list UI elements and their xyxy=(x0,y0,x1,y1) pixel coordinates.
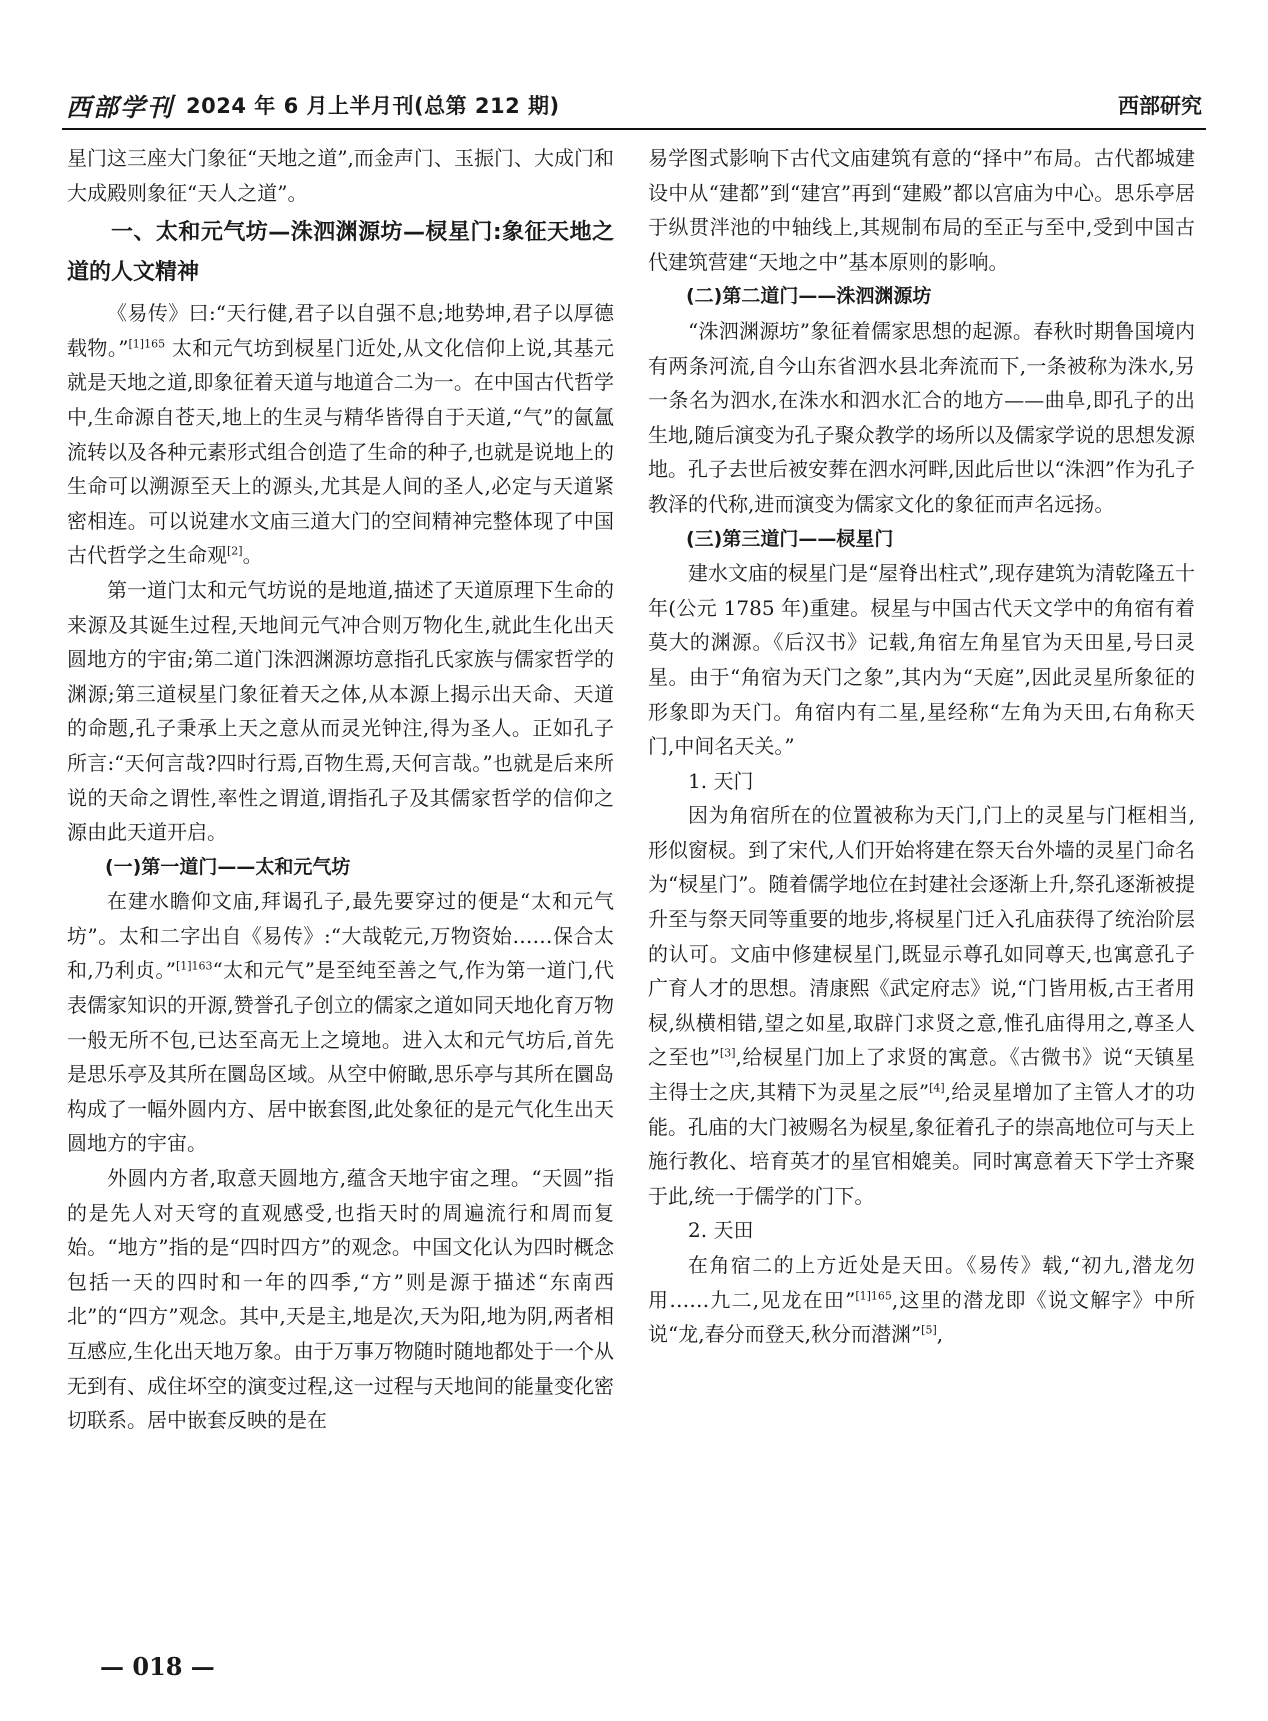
journal-logo: 西部学刊 xyxy=(66,93,175,122)
paragraph: 建水文庙的棂星门是“屋脊出柱式”,现存建筑为清乾隆五十年(公元 1785 年)重建。棂星与中国古代天文学中的角宿有着莫大的渊源。《后汉书》记载,角宿左角星官为天田星,号曰灵星。由于“角宿为天门之象”,其内为“天庭”,因此灵星所象征的形象即为天门。角宿内有二星,星经称“左角为天田,右角称天门,中间名天关。” xyxy=(648,561,1195,759)
right-column xyxy=(648,141,1195,1352)
paragraph: 《易传》曰:“天行健,君子以自强不息;地势坤,君子以厚德载物。”$^{[1]165}$ 太和元气坊到棂星门近处,从文化信仰上说,其基元就是天地之道,即象征着天道与地道合二为一。在中国古代哲学中,生命源自苍天,地上的生灵与精华皆得自于天道,“气”的氤氲流转以及各种元素形式组合创造了生命的种子,也就是说地上的生命可以溯源至天上的源头,尤其是人间的圣人,必定与天道紧密相连。可以说建水文庙三道大门的空间精神完整体现了中国古代哲学之生命观[2]。 xyxy=(67,301,614,568)
citation: [1]163 xyxy=(175,959,213,973)
subsection-heading: (一)第一道门——太和元气坊 xyxy=(105,855,351,878)
subsection-heading: (三)第三道门——棂星门 xyxy=(686,527,894,550)
page-header xyxy=(62,86,1206,126)
paragraph: 易学图式影响下古代文庙建筑有意的“择中”布局。古代都城建设中从“建都”到“建宫”再到“建殿”都以宫庙为中心。思乐亭居于纵贯泮池的中轴线上,其规制布局的至正与至中,受到中国古代建筑营建“天地之中”基本原则的影响。 xyxy=(648,146,1195,274)
issue-info: 2024 年 6 月上半月刊(总第 212 期) xyxy=(186,94,560,118)
paragraph: 星门这三座大门象征“天地之道”,而金声门、玉振门、大成门和大成殿则象征“天人之道”。 xyxy=(67,146,614,205)
citation: [2] xyxy=(227,544,243,558)
citation: [3] xyxy=(719,1046,736,1060)
header-rule xyxy=(62,128,1206,130)
page-number: — 018 — xyxy=(100,1652,215,1681)
paragraph: 在建水瞻仰文庙,拜谒孔子,最先要穿过的便是“太和元气坊”。太和二字出自《易传》:“大哉乾元,万物资始……保合太和,乃利贞。”$^{[1]163}$“太和元气”是至纯至善之气,作为第一道门,代表儒家知识的开源,赞誉孔子创立的儒家之道如同天地化育万物一般无所不包,已达至高无上之境地。进入太和元气坊后,首先是思乐亭及其所在圜岛区域。从空中俯瞰,思乐亭与其所在圜岛构成了一幅外圆内方、居中嵌套图,此处象征的是元气化生出天圆地方的宇宙。 xyxy=(67,889,614,1156)
sub-subsection-heading: 1. 天门 xyxy=(688,768,754,793)
paragraph: 外圆内方者,取意天圆地方,蕴含天地宇宙之理。“天圆”指的是先人对天穹的直观感受,也指天时的周遍流行和周而复始。“地方”指的是“四时四方”的观念。中国文化认为四时概念包括一天的四时和一年的四季,“方”则是源于描述“东南西北”的“四方”观念。其中,天是主,地是次,天为阳,地为阴,两者相互感应,生化出天地万象。由于万事万物随时随地都处于一个从无到有、成住坏空的演变过程,这一过程与天地间的能量变化密切联系。居中嵌套反映的是在 xyxy=(67,1166,614,1433)
citation: [5] xyxy=(921,1323,937,1337)
paragraph: 在角宿二的上方近处是天田。《易传》载,“初九,潜龙勿用……九二,见龙在田”$^{[1]165}$,这里的潜龙即《说文解字》中所说“龙,春分而登天,秋分而潜渊”[5], xyxy=(648,1253,1195,1347)
sub-subsection-heading: 2. 天田 xyxy=(688,1218,754,1243)
left-column xyxy=(67,141,614,1438)
paragraph: 第一道门太和元气坊说的是地道,描述了天道原理下生命的来源及其诞生过程,天地间元气冲合则万物化生,就此生化出天圆地方的宇宙;第二道门洙泗渊源坊意指孔氏家族与儒家哲学的渊源;第三道棂星门象征着天之体,从本源上揭示出天命、天道的命题,孔子秉承上天之意从而灵光钟注,得为圣人。正如孔子所言:“天何言哉?四时行焉,百物生焉,天何言哉。”也就是后来所说的天命之谓性,率性之谓道,谓指孔子及其儒家哲学的信仰之源由此天道开启。 xyxy=(67,577,614,845)
paragraph: “洙泗渊源坊”象征着儒家思想的起源。春秋时期鲁国境内有两条河流,自今山东省泗水县北奔流而下,一条被称为洙水,另一条名为泗水,在洙水和泗水汇合的地方——曲阜,即孔子的出生地,随后演变为孔子聚众教学的场所以及儒家学说的思想发源地。孔子去世后被安葬在泗水河畔,因此后世以“洙泗”作为孔子教泽的代称,进而演变为儒家文化的象征而声名远扬。 xyxy=(648,318,1195,516)
citation: [1]165 xyxy=(855,1288,892,1302)
citation: [4] xyxy=(929,1081,945,1095)
section-name: 西部研究 xyxy=(1118,94,1202,118)
paragraph: 因为角宿所在的位置被称为天门,门上的灵星与门框相当,形似窗棂。到了宋代,人们开始将建在祭天台外墙的灵星门命名为“棂星门”。随着儒学地位在封建社会逐渐上升,祭孔逐渐被提升至与祭天同等重要的地步,将棂星门迁入孔庙获得了统治阶层的认可。文庙中修建棂星门,既显示尊孔如同尊天,也寓意孔子广育人才的思想。清康熙《武定府志》说,“门皆用板,古王者用棂,纵横相错,望之如星,取辟门求贤之意,惟孔庙得用之,尊圣人之至也”[3],给棂星门加上了求贤的寓意。《古微书》说“天镇星主得士之庆,其精下为灵星之辰”[4],给灵星增加了主管人才的功能。孔庙的大门被赐名为棂星,象征着孔子的崇高地位可与天上施行教化、培育英才的星官相媲美。同时寓意着天下学士齐聚于此,统一于儒学的门下。 xyxy=(648,803,1195,1208)
citation: [1]165 xyxy=(128,337,166,351)
subsection-heading: (二)第二道门——洙泗渊源坊 xyxy=(686,285,932,308)
section-heading: 一、太和元气坊—洙泗渊源坊—棂星门:象征天地之道的人文精神 xyxy=(67,220,614,286)
